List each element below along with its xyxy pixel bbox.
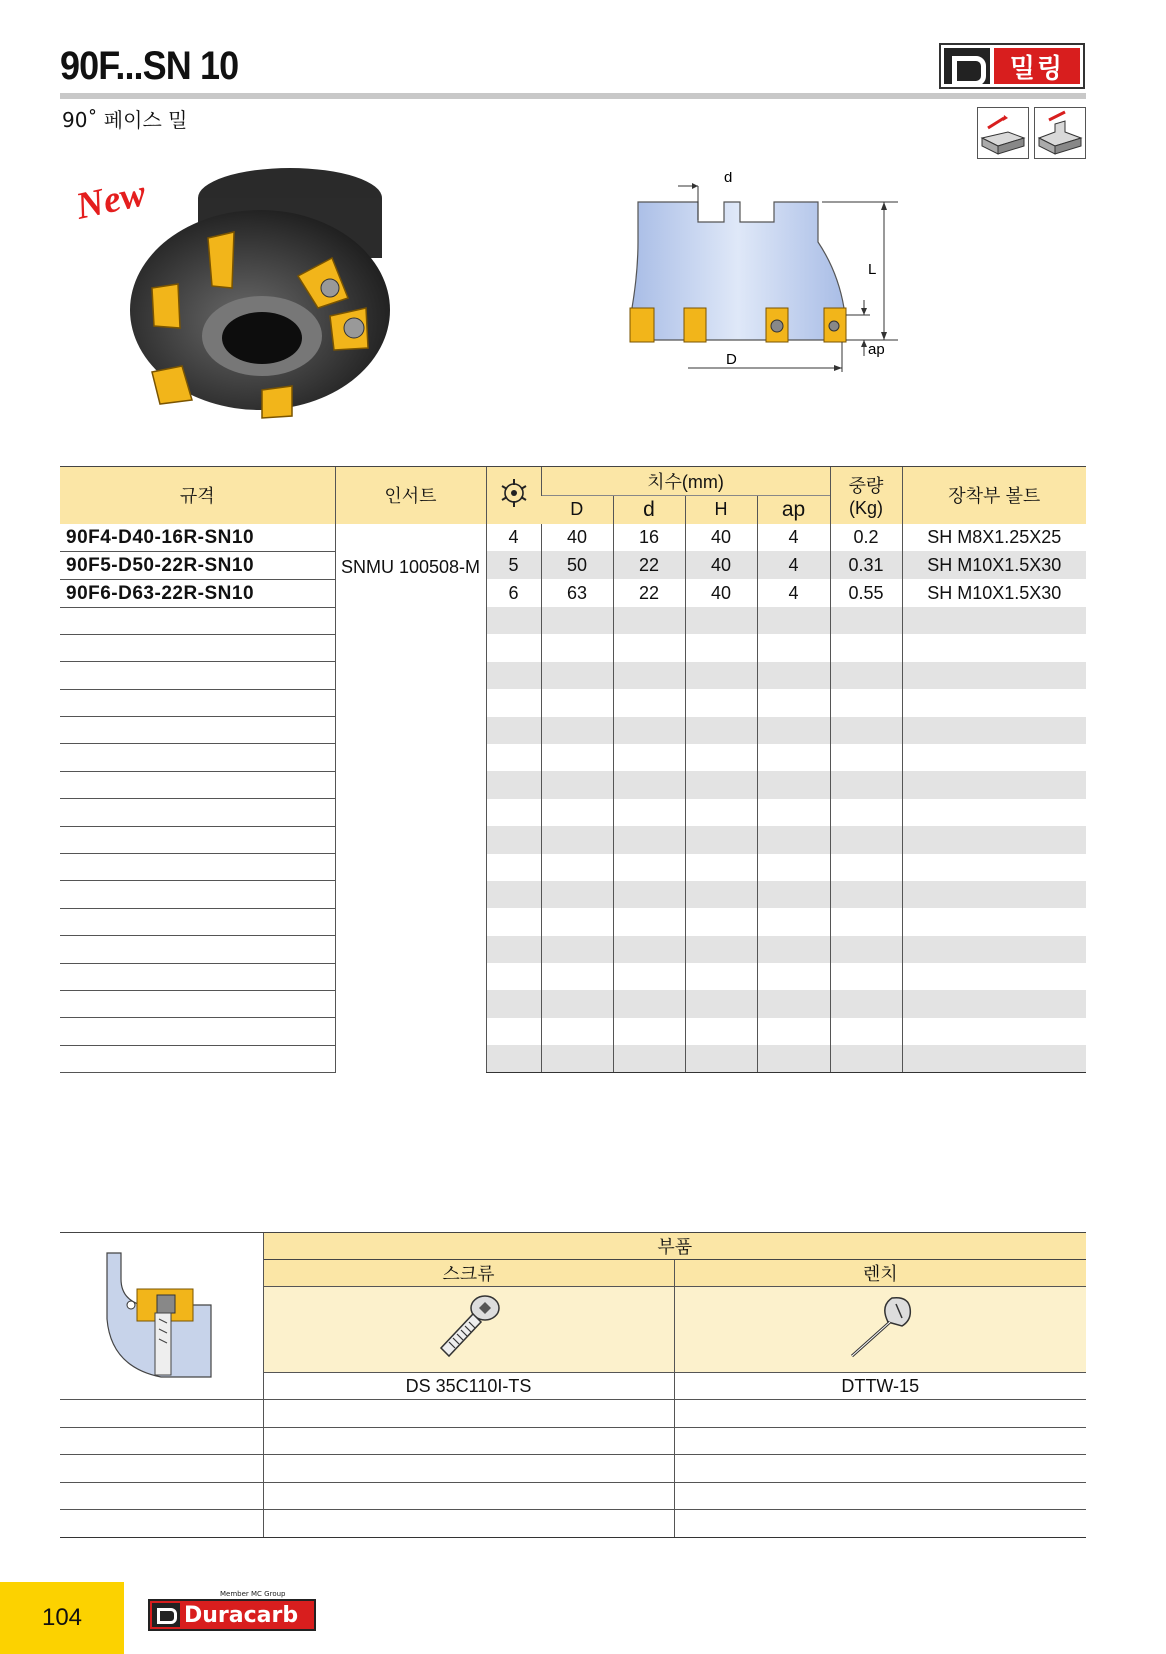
cell-kg (830, 908, 902, 935)
cell-d (613, 1018, 685, 1045)
cell-z (486, 607, 541, 634)
milling-brand-logo (939, 43, 1085, 89)
cell-z (486, 826, 541, 853)
cell-kg: 0.55 (830, 579, 902, 607)
table-row (60, 1018, 1086, 1045)
screw-cell (263, 1287, 674, 1373)
cell-D (541, 717, 613, 744)
cell-D (541, 1018, 613, 1045)
cell-kg (830, 662, 902, 689)
table-row (60, 990, 1086, 1017)
table-row (60, 607, 1086, 634)
cell-D (541, 826, 613, 853)
cell-spec (60, 908, 335, 935)
cell-kg (830, 744, 902, 771)
cell-kg (830, 717, 902, 744)
dim-ap-label: ap (868, 341, 885, 358)
cell-d (613, 1045, 685, 1072)
cell-z (486, 881, 541, 908)
dim-d-label: d (724, 172, 733, 186)
wrench-icon (840, 1292, 920, 1362)
cell-ap (757, 990, 830, 1017)
cell-spec (60, 662, 335, 689)
cell-H (685, 963, 757, 990)
cell-d (613, 963, 685, 990)
cell-H: 40 (685, 551, 757, 579)
cell-spec (60, 990, 335, 1017)
parts-empty-cell (60, 1400, 263, 1428)
table-row (60, 551, 1086, 579)
cell-kg (830, 936, 902, 963)
cell-d (613, 936, 685, 963)
mounting-illustration (60, 1233, 263, 1400)
cell-H (685, 717, 757, 744)
cell-ap (757, 799, 830, 826)
cell-bolt (902, 908, 1086, 935)
cell-bolt (902, 744, 1086, 771)
cell-d (613, 607, 685, 634)
cell-H: 40 (685, 524, 757, 552)
cell-D: 50 (541, 551, 613, 579)
table-row (60, 908, 1086, 935)
cell-ap (757, 689, 830, 716)
cell-z (486, 854, 541, 881)
cell-d: 22 (613, 551, 685, 579)
cell-H (685, 771, 757, 798)
cell-spec (60, 963, 335, 990)
cell-spec (60, 634, 335, 661)
cell-spec (60, 717, 335, 744)
cell-H (685, 881, 757, 908)
table-row (60, 744, 1086, 771)
dimension-drawing (608, 172, 928, 392)
cell-H (685, 744, 757, 771)
cell-H (685, 634, 757, 661)
cell-D: 63 (541, 579, 613, 607)
cell-bolt: SH M10X1.5X30 (902, 551, 1086, 579)
cell-z: 6 (486, 579, 541, 607)
cell-ap (757, 634, 830, 661)
col-H: H (685, 496, 757, 524)
col-D: D (541, 496, 613, 524)
title-divider (60, 93, 1086, 99)
weight-unit: (Kg) (849, 497, 884, 518)
cell-ap (757, 662, 830, 689)
table-row (60, 662, 1086, 689)
screw-part-number: DS 35C110I-TS (263, 1373, 674, 1400)
cell-D (541, 744, 613, 771)
cell-d (613, 662, 685, 689)
cell-z (486, 689, 541, 716)
cell-ap: 4 (757, 524, 830, 552)
parts-empty-cell (263, 1427, 674, 1455)
cell-spec (60, 771, 335, 798)
face-mill-photo (122, 158, 422, 420)
cell-bolt (902, 1018, 1086, 1045)
logo-text: Duracarb (184, 1602, 299, 1628)
cell-ap (757, 826, 830, 853)
cell-d (613, 717, 685, 744)
cell-kg: 0.31 (830, 551, 902, 579)
teeth-icon (486, 467, 541, 524)
cell-kg (830, 1018, 902, 1045)
cell-z: 4 (486, 524, 541, 552)
cell-z (486, 990, 541, 1017)
dim-L-label: L (868, 261, 877, 278)
parts-empty-cell (674, 1400, 1086, 1428)
cell-bolt (902, 771, 1086, 798)
wrench-part-number: DTTW-15 (674, 1373, 1086, 1400)
cell-D (541, 1045, 613, 1072)
cell-d (613, 744, 685, 771)
spec-table (60, 466, 1086, 1073)
cell-bolt (902, 634, 1086, 661)
cell-d (613, 689, 685, 716)
col-spec: 규격 (60, 467, 335, 524)
cell-spec (60, 1045, 335, 1072)
cell-bolt (902, 689, 1086, 716)
table-row (60, 936, 1086, 963)
cell-H: 40 (685, 579, 757, 607)
table-row (60, 579, 1086, 607)
col-bolt: 장착부 볼트 (902, 467, 1086, 524)
table-row (60, 634, 1086, 661)
cell-ap (757, 607, 830, 634)
parts-empty-cell (60, 1427, 263, 1455)
cell-kg (830, 826, 902, 853)
brand-logo-text: 밀링 (994, 48, 1080, 84)
cell-kg (830, 854, 902, 881)
cell-ap (757, 771, 830, 798)
cell-bolt (902, 717, 1086, 744)
cell-d: 16 (613, 524, 685, 552)
cell-d (613, 854, 685, 881)
weight-label: 중량 (848, 475, 884, 496)
cell-H (685, 799, 757, 826)
table-row (60, 826, 1086, 853)
cell-D (541, 662, 613, 689)
parts-empty-cell (263, 1400, 674, 1428)
parts-empty-cell (263, 1482, 674, 1510)
cell-d (613, 771, 685, 798)
page-number: 104 (0, 1582, 124, 1654)
screw-icon (429, 1292, 509, 1362)
table-row (60, 799, 1086, 826)
cell-ap (757, 963, 830, 990)
cell-kg: 0.2 (830, 524, 902, 552)
cell-spec (60, 826, 335, 853)
cell-D (541, 634, 613, 661)
parts-table (60, 1232, 1086, 1538)
cell-z (486, 936, 541, 963)
parts-header: 부품 (263, 1233, 1086, 1260)
cell-z (486, 771, 541, 798)
cell-ap: 4 (757, 579, 830, 607)
wrench-header: 렌치 (674, 1260, 1086, 1287)
cell-D (541, 990, 613, 1017)
cell-z (486, 662, 541, 689)
duracarb-logo (148, 1590, 316, 1631)
new-badge: New (72, 172, 150, 228)
cell-kg (830, 634, 902, 661)
cell-ap: 4 (757, 551, 830, 579)
cell-spec (60, 1018, 335, 1045)
cell-bolt: SH M8X1.25X25 (902, 524, 1086, 552)
cell-D (541, 963, 613, 990)
cell-spec (60, 799, 335, 826)
cell-D (541, 908, 613, 935)
cell-kg (830, 963, 902, 990)
cell-D (541, 881, 613, 908)
shoulder-milling-icon (1034, 107, 1086, 159)
cell-z: 5 (486, 551, 541, 579)
cell-spec: 90F4-D40-16R-SN10 (60, 524, 335, 552)
cell-z (486, 908, 541, 935)
d-logo-mark (152, 1603, 180, 1627)
col-insert: 인서트 (335, 467, 486, 524)
cell-d (613, 826, 685, 853)
parts-empty-cell (263, 1510, 674, 1538)
page-subtitle: 90˚ 페이스 밀 (62, 108, 188, 132)
cell-bolt (902, 990, 1086, 1017)
cell-z (486, 963, 541, 990)
d-logo-mark (944, 48, 990, 84)
cell-ap (757, 908, 830, 935)
parts-empty-cell (60, 1455, 263, 1483)
wrench-cell (674, 1287, 1086, 1373)
cell-spec: 90F5-D50-22R-SN10 (60, 551, 335, 579)
table-row (60, 854, 1086, 881)
table-row (60, 717, 1086, 744)
parts-empty-cell (263, 1455, 674, 1483)
col-d: d (613, 496, 685, 524)
cell-spec (60, 744, 335, 771)
cell-d: 22 (613, 579, 685, 607)
cell-bolt (902, 826, 1086, 853)
cell-d (613, 881, 685, 908)
cell-d (613, 799, 685, 826)
parts-empty-cell (674, 1510, 1086, 1538)
cell-z (486, 717, 541, 744)
cell-kg (830, 990, 902, 1017)
cell-z (486, 1045, 541, 1072)
table-row (60, 1045, 1086, 1072)
cell-kg (830, 771, 902, 798)
cell-d (613, 908, 685, 935)
cell-z (486, 634, 541, 661)
cell-spec (60, 689, 335, 716)
cell-ap (757, 717, 830, 744)
face-milling-icon (977, 107, 1029, 159)
table-row (60, 881, 1086, 908)
cell-spec (60, 854, 335, 881)
cell-ap (757, 854, 830, 881)
cell-ap (757, 936, 830, 963)
cell-kg (830, 689, 902, 716)
cell-ap (757, 1018, 830, 1045)
cell-H (685, 990, 757, 1017)
page-title: 90F...SN 10 (60, 44, 239, 88)
cell-z (486, 799, 541, 826)
cell-H (685, 826, 757, 853)
screw-header: 스크류 (263, 1260, 674, 1287)
col-ap: ap (757, 496, 830, 524)
cell-H (685, 936, 757, 963)
cell-bolt (902, 799, 1086, 826)
cell-ap (757, 881, 830, 908)
cell-ap (757, 1045, 830, 1072)
cell-D (541, 607, 613, 634)
logo-tagline: Member MC Group (220, 1590, 286, 1598)
cell-d (613, 634, 685, 661)
parts-empty-cell (674, 1482, 1086, 1510)
cell-bolt (902, 881, 1086, 908)
parts-empty-cell (60, 1510, 263, 1538)
insert-value: SNMU 100508-M (335, 524, 486, 1073)
cell-bolt (902, 607, 1086, 634)
cell-H (685, 908, 757, 935)
cell-D (541, 854, 613, 881)
col-weight (830, 467, 902, 524)
dim-D-label: D (726, 351, 737, 368)
cell-z (486, 744, 541, 771)
cell-H (685, 689, 757, 716)
cell-spec (60, 936, 335, 963)
cell-D (541, 771, 613, 798)
cell-H (685, 662, 757, 689)
cell-kg (830, 799, 902, 826)
cell-ap (757, 744, 830, 771)
parts-empty-cell (674, 1427, 1086, 1455)
cell-bolt (902, 963, 1086, 990)
cell-bolt (902, 662, 1086, 689)
cell-H (685, 607, 757, 634)
cell-H (685, 1045, 757, 1072)
col-dims: 치수(mm) (541, 467, 830, 496)
cell-H (685, 1018, 757, 1045)
cell-kg (830, 881, 902, 908)
cell-kg (830, 1045, 902, 1072)
table-row (60, 963, 1086, 990)
cell-D (541, 689, 613, 716)
cell-d (613, 990, 685, 1017)
cell-D (541, 799, 613, 826)
cell-bolt (902, 936, 1086, 963)
cell-kg (830, 607, 902, 634)
cell-bolt (902, 854, 1086, 881)
table-row (60, 524, 1086, 552)
cell-spec (60, 607, 335, 634)
cell-spec: 90F6-D63-22R-SN10 (60, 579, 335, 607)
parts-empty-cell (60, 1482, 263, 1510)
cell-bolt: SH M10X1.5X30 (902, 579, 1086, 607)
cell-bolt (902, 1045, 1086, 1072)
table-row (60, 771, 1086, 798)
table-row (60, 689, 1086, 716)
cell-spec (60, 881, 335, 908)
cell-D: 40 (541, 524, 613, 552)
cell-D (541, 936, 613, 963)
cell-H (685, 854, 757, 881)
cell-z (486, 1018, 541, 1045)
parts-empty-cell (674, 1455, 1086, 1483)
